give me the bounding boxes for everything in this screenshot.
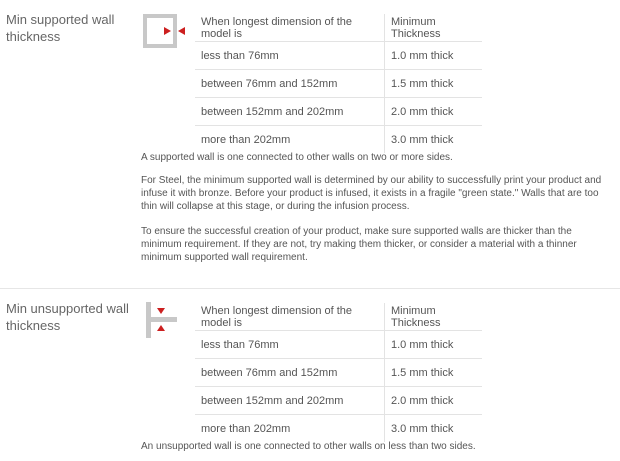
dimension-cell: less than 76mm [195,42,385,70]
note-requirement: To ensure the successful creation of your product, make sure supported walls are thicker than the minimum requirement. If they are not, try making them thicker, or consider a material with a thinner minimum supported wall requirement. [141,226,577,263]
dimension-cell: between 152mm and 202mm [195,387,385,415]
dimension-cell: between 76mm and 152mm [195,70,385,98]
dimension-cell: more than 202mm [195,415,385,443]
table-row [195,70,482,98]
dimension-cell: between 76mm and 152mm [195,359,385,387]
table-header-row [195,303,482,331]
section-title: Min unsupported wall thickness [6,301,129,333]
note-definition: An unsupported wall is one connected to other walls on less than two sides. [141,441,476,452]
thickness-cell: 2.0 mm thick [385,387,483,415]
dimension-cell: more than 202mm [195,126,385,154]
thickness-cell: 3.0 mm thick [391,422,454,435]
table-header-row [195,14,482,42]
section-title: Min supported wall thickness [6,12,115,44]
section-divider [0,288,620,289]
dimension-cell: less than 76mm [195,331,385,359]
supported-wall-icon [140,14,186,54]
table-row [195,42,482,70]
thickness-cell: 3.0 mm thick [391,133,454,146]
thickness-cell: 1.0 mm thick [385,42,483,70]
note-steel: For Steel, the minimum supported wall is determined by our ability to successfully print your product and infuse it with bronze. Before your product is infused, it exists in a fragile "green state." Walls that are too thin will collapse at this stage, or during the infusion process. [141,175,602,212]
column-header-thickness: Minimum Thickness [385,303,483,331]
table-row [195,331,482,359]
thickness-table [195,14,482,153]
table-row [195,126,482,154]
thickness-cell: 2.0 mm thick [385,98,483,126]
table-row [195,359,482,387]
thickness-cell: 1.0 mm thick [385,331,483,359]
note-definition: A supported wall is one connected to other walls on two or more sides. [141,152,453,163]
thickness-table [195,303,482,442]
thickness-cell: 1.5 mm thick [385,70,483,98]
thickness-cell: 1.5 mm thick [385,359,483,387]
table-row [195,98,482,126]
column-header-dimension: When longest dimension of the model is [195,14,385,42]
column-header-dimension: When longest dimension of the model is [195,303,385,331]
dimension-cell: between 152mm and 202mm [195,98,385,126]
table-row [195,387,482,415]
unsupported-wall-icon [140,300,186,340]
column-header-thickness: Minimum Thickness [385,14,483,42]
table-row [195,415,482,443]
